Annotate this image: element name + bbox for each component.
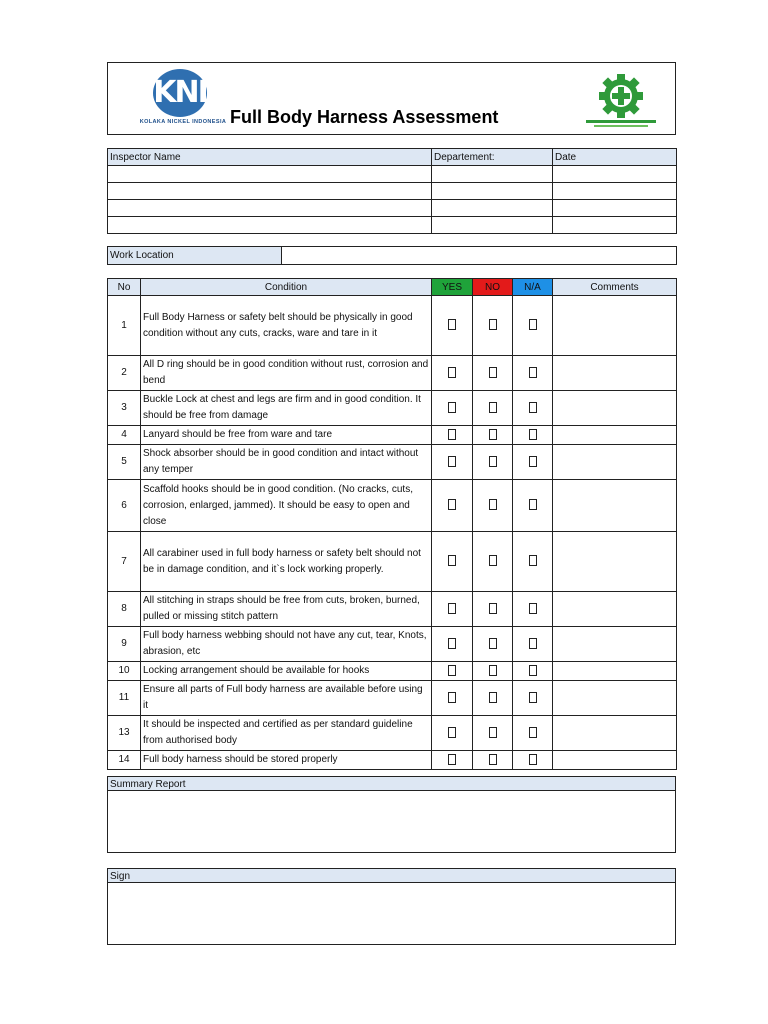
cell-no	[473, 627, 513, 662]
no-checkbox[interactable]	[489, 727, 497, 738]
row-number: 5	[108, 445, 141, 480]
row-number: 8	[108, 592, 141, 627]
cell-no	[473, 445, 513, 480]
row-comments[interactable]	[553, 532, 677, 592]
row-comments[interactable]	[553, 356, 677, 391]
yes-checkbox[interactable]	[448, 429, 456, 440]
cell-no	[473, 716, 513, 751]
row-comments[interactable]	[553, 716, 677, 751]
na-checkbox[interactable]	[529, 603, 537, 614]
cell-yes	[432, 391, 473, 426]
row-number: 14	[108, 751, 141, 770]
row-condition: Buckle Lock at chest and legs are firm and in good condition. It should be free from damage	[141, 391, 432, 426]
cell-no	[473, 681, 513, 716]
na-checkbox[interactable]	[529, 319, 537, 330]
sign-section	[107, 868, 676, 945]
table-row	[108, 716, 677, 751]
table-row	[108, 662, 677, 681]
row-number: 9	[108, 627, 141, 662]
inspector-row	[108, 217, 677, 234]
sign-label: Sign	[107, 868, 676, 883]
cell-yes	[432, 296, 473, 356]
inspector-row	[108, 166, 677, 183]
page-title: Full Body Harness Assessment	[230, 107, 499, 127]
na-checkbox[interactable]	[529, 402, 537, 413]
cell-no	[473, 751, 513, 770]
na-checkbox[interactable]	[529, 638, 537, 649]
yes-checkbox[interactable]	[448, 692, 456, 703]
cell-na	[513, 592, 553, 627]
header-no-answer: NO	[473, 279, 513, 296]
row-number: 1	[108, 296, 141, 356]
cell-no	[473, 662, 513, 681]
cell-na	[513, 751, 553, 770]
cell-yes	[432, 592, 473, 627]
table-row	[108, 296, 677, 356]
row-comments[interactable]	[553, 681, 677, 716]
no-checkbox[interactable]	[489, 499, 497, 510]
yes-checkbox[interactable]	[448, 638, 456, 649]
row-condition: Full body harness webbing should not have any cut, tear, Knots, abrasion, etc	[141, 627, 432, 662]
inspector-name-field[interactable]	[108, 166, 432, 183]
date-field[interactable]	[553, 166, 677, 183]
row-number: 11	[108, 681, 141, 716]
header-na: N/A	[513, 279, 553, 296]
na-checkbox[interactable]	[529, 754, 537, 765]
cell-na	[513, 445, 553, 480]
date-field[interactable]	[553, 200, 677, 217]
row-condition: Full body harness should be stored properly	[141, 751, 432, 770]
date-field[interactable]	[553, 183, 677, 200]
cell-no	[473, 426, 513, 445]
cell-na	[513, 391, 553, 426]
na-checkbox[interactable]	[529, 727, 537, 738]
header-no: No	[108, 279, 141, 296]
table-row	[108, 627, 677, 662]
cell-na	[513, 356, 553, 391]
na-checkbox[interactable]	[529, 555, 537, 566]
row-condition: Shock absorber should be in good condition and intact without any temper	[141, 445, 432, 480]
row-comments[interactable]	[553, 662, 677, 681]
yes-checkbox[interactable]	[448, 754, 456, 765]
table-row	[108, 681, 677, 716]
na-checkbox[interactable]	[529, 692, 537, 703]
cell-na	[513, 716, 553, 751]
cell-na	[513, 426, 553, 445]
row-number: 6	[108, 480, 141, 532]
row-condition: Lanyard should be free from ware and tare	[141, 426, 432, 445]
sign-field[interactable]	[107, 883, 676, 945]
cell-no	[473, 391, 513, 426]
cell-na	[513, 296, 553, 356]
table-row	[108, 592, 677, 627]
date-label: Date	[553, 149, 677, 166]
cell-yes	[432, 426, 473, 445]
cell-no	[473, 532, 513, 592]
inspector-table	[107, 148, 676, 234]
inspector-name-field[interactable]	[108, 200, 432, 217]
safety-logo-banner	[586, 120, 656, 123]
no-checkbox[interactable]	[489, 638, 497, 649]
department-field[interactable]	[432, 217, 553, 234]
table-row	[108, 356, 677, 391]
cell-na	[513, 627, 553, 662]
row-comments[interactable]	[553, 751, 677, 770]
cell-yes	[432, 480, 473, 532]
no-checkbox[interactable]	[489, 665, 497, 676]
row-condition: Full Body Harness or safety belt should be physically in good condition without any cuts, cracks, ware and tare in it	[141, 296, 432, 356]
cell-na	[513, 681, 553, 716]
row-number: 7	[108, 532, 141, 592]
row-condition: It should be inspected and certified as per standard guideline from authorised body	[141, 716, 432, 751]
inspector-name-label: Inspector Name	[108, 149, 432, 166]
row-condition: All stitching in straps should be free from cuts, broken, burned, pulled or missing stitch pattern	[141, 592, 432, 627]
safety-gear-cross-icon	[596, 73, 646, 119]
no-checkbox[interactable]	[489, 754, 497, 765]
no-checkbox[interactable]	[489, 429, 497, 440]
na-checkbox[interactable]	[529, 456, 537, 467]
na-checkbox[interactable]	[529, 665, 537, 676]
row-comments[interactable]	[553, 426, 677, 445]
row-comments[interactable]	[553, 296, 677, 356]
cell-yes	[432, 751, 473, 770]
yes-checkbox[interactable]	[448, 456, 456, 467]
no-checkbox[interactable]	[489, 603, 497, 614]
form-header	[107, 62, 676, 135]
table-row	[108, 751, 677, 770]
no-checkbox[interactable]	[489, 456, 497, 467]
yes-checkbox[interactable]	[448, 319, 456, 330]
cell-na	[513, 480, 553, 532]
safety-logo-subbanner	[594, 125, 648, 127]
work-location-label: Work Location	[108, 247, 282, 265]
cell-na	[513, 532, 553, 592]
row-condition: Scaffold hooks should be in good condition. (No cracks, cuts, corrosion, enlarged, jammed). It should be easy to open and close	[141, 480, 432, 532]
inspector-row	[108, 183, 677, 200]
inspector-name-field[interactable]	[108, 183, 432, 200]
row-number: 3	[108, 391, 141, 426]
yes-checkbox[interactable]	[448, 727, 456, 738]
cell-na	[513, 662, 553, 681]
row-condition: All D ring should be in good condition without rust, corrosion and bend	[141, 356, 432, 391]
table-row	[108, 480, 677, 532]
yes-checkbox[interactable]	[448, 367, 456, 378]
inspector-name-field[interactable]	[108, 217, 432, 234]
yes-checkbox[interactable]	[448, 603, 456, 614]
na-checkbox[interactable]	[529, 429, 537, 440]
row-number: 2	[108, 356, 141, 391]
cell-yes	[432, 662, 473, 681]
no-checkbox[interactable]	[489, 692, 497, 703]
cell-yes	[432, 445, 473, 480]
cell-no	[473, 480, 513, 532]
header-yes: YES	[432, 279, 473, 296]
cell-yes	[432, 356, 473, 391]
row-condition: Ensure all parts of Full body harness are available before using it	[141, 681, 432, 716]
na-checkbox[interactable]	[529, 367, 537, 378]
yes-checkbox[interactable]	[448, 665, 456, 676]
department-field[interactable]	[432, 183, 553, 200]
table-row	[108, 391, 677, 426]
yes-checkbox[interactable]	[448, 402, 456, 413]
row-number: 4	[108, 426, 141, 445]
department-field[interactable]	[432, 166, 553, 183]
summary-field[interactable]	[107, 791, 676, 853]
work-location-table	[107, 246, 676, 265]
no-checkbox[interactable]	[489, 402, 497, 413]
cell-no	[473, 296, 513, 356]
no-checkbox[interactable]	[489, 367, 497, 378]
row-number: 10	[108, 662, 141, 681]
no-checkbox[interactable]	[489, 319, 497, 330]
checklist-table	[107, 278, 676, 770]
date-field[interactable]	[553, 217, 677, 234]
yes-checkbox[interactable]	[448, 555, 456, 566]
row-comments[interactable]	[553, 480, 677, 532]
cell-no	[473, 592, 513, 627]
no-checkbox[interactable]	[489, 555, 497, 566]
department-field[interactable]	[432, 200, 553, 217]
na-checkbox[interactable]	[529, 499, 537, 510]
row-number: 13	[108, 716, 141, 751]
table-row	[108, 445, 677, 480]
department-label: Departement:	[432, 149, 553, 166]
table-row	[108, 426, 677, 445]
cell-yes	[432, 716, 473, 751]
inspector-row	[108, 200, 677, 217]
kni-logo-icon: KNI	[153, 69, 207, 117]
row-comments[interactable]	[553, 445, 677, 480]
yes-checkbox[interactable]	[448, 499, 456, 510]
cell-no	[473, 356, 513, 391]
cell-yes	[432, 681, 473, 716]
table-row	[108, 532, 677, 592]
summary-section	[107, 776, 676, 853]
row-comments[interactable]	[553, 391, 677, 426]
row-comments[interactable]	[553, 627, 677, 662]
row-condition: All carabiner used in full body harness or safety belt should not be in damage condition, and it`s lock working properly.	[141, 532, 432, 592]
cell-yes	[432, 532, 473, 592]
row-condition: Locking arrangement should be available for hooks	[141, 662, 432, 681]
header-comments: Comments	[553, 279, 677, 296]
row-comments[interactable]	[553, 592, 677, 627]
cell-yes	[432, 627, 473, 662]
company-name: KOLAKA NICKEL INDONESIA	[139, 119, 227, 125]
header-condition: Condition	[141, 279, 432, 296]
safety-logo	[586, 73, 656, 129]
summary-label: Summary Report	[107, 776, 676, 791]
work-location-field[interactable]	[282, 247, 677, 265]
